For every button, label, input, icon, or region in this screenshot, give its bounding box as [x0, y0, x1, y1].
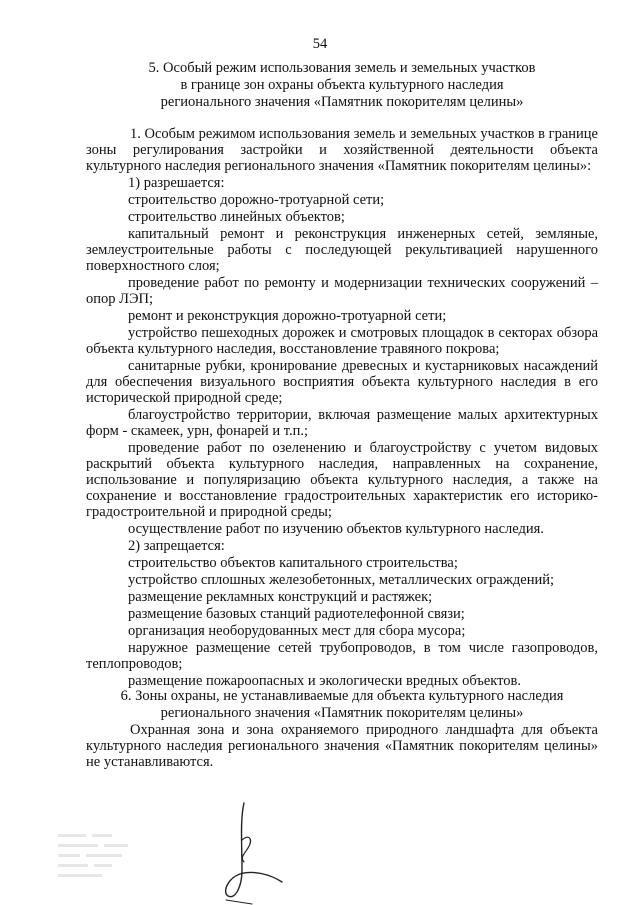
list-item: ремонт и реконструкция дорожно-тротуарной сети;	[128, 308, 447, 324]
heading-line: регионального значения «Памятник покорителям целины»	[160, 705, 524, 721]
paragraph: 2) запрещается:	[128, 538, 225, 554]
section-5-heading	[86, 60, 598, 111]
heading-line: в границе зон охраны объекта культурного наследия	[180, 77, 504, 93]
list-item: проведение работ по ремонту и модернизации технических сооружений – опор ЛЭП;	[86, 275, 598, 307]
paragraph: 1) разрешается:	[128, 175, 225, 191]
section-6-body	[86, 722, 598, 771]
section-5-body	[86, 126, 598, 690]
list-item: проведение работ по озеленению и благоустройству с учетом видовых раскрытий объекта культурного наследия, направленных на сохранение, использование и популяризацию объекта культурного наследия, а также на сохранение и восстановление градостроительных характеристик его историко-градостроительной и природной среды;	[86, 440, 598, 520]
heading-line: 6. Зоны охраны, не устанавливаемые для объекта культурного наследия	[120, 688, 564, 704]
list-item: устройство пешеходных дорожек и смотровых площадок в секторах обзора объекта культурного наследия, восстановление травяного покрова;	[86, 325, 598, 357]
list-item: размещение базовых станций радиотелефонной связи;	[128, 606, 465, 622]
list-item: осуществление работ по изучению объектов культурного наследия.	[128, 521, 544, 537]
list-item: размещение пожароопасных и экологически вредных объектов.	[128, 673, 522, 689]
list-item: строительство объектов капитального строительства;	[128, 555, 458, 571]
list-item: строительство дорожно-тротуарной сети;	[128, 192, 385, 208]
list-item: организация необорудованных мест для сбора мусора;	[128, 623, 466, 639]
list-item: санитарные рубки, кронирование древесных и кустарниковых насаждений для обеспечения визуального восприятия объекта культурного наследия в его исторической природной среде;	[86, 358, 598, 406]
list-item: капитальный ремонт и реконструкция инженерных сетей, земляные, землеустроительные работы с последующей рекультивацией нарушенного поверхностного слоя;	[86, 226, 598, 274]
signature-mark	[222, 800, 292, 905]
list-item: устройство сплошных железобетонных, металлических ограждений;	[128, 572, 555, 588]
page-number: 54	[312, 36, 328, 52]
list-item: размещение рекламных конструкций и растяжек;	[128, 589, 433, 605]
list-item: благоустройство территории, включая размещение малых архитектурных форм - скамеек, урн, фонарей и т.п.;	[86, 407, 598, 439]
paragraph: 1. Особым режимом использования земель и земельных участков в границе зоны регулирования застройки и хозяйственной деятельности объекта культурного наследия регионального значения «Памятник покорителям целины»:	[86, 126, 598, 174]
heading-line: 5. Особый режим использования земель и земельных участков	[148, 60, 536, 76]
list-item: строительство линейных объектов;	[128, 209, 345, 225]
list-item: наружное размещение сетей трубопроводов, в том числе газопроводов, теплопроводов;	[86, 640, 598, 672]
paragraph: Охранная зона и зона охраняемого природного ландшафта для объекта культурного наследия регионального значения «Памятник покорителям целины» не устанавливаются.	[86, 722, 598, 770]
heading-line: регионального значения «Памятник покорителям целины»	[160, 94, 524, 110]
faint-stamp-mark	[58, 830, 148, 890]
section-6-heading	[86, 688, 598, 722]
